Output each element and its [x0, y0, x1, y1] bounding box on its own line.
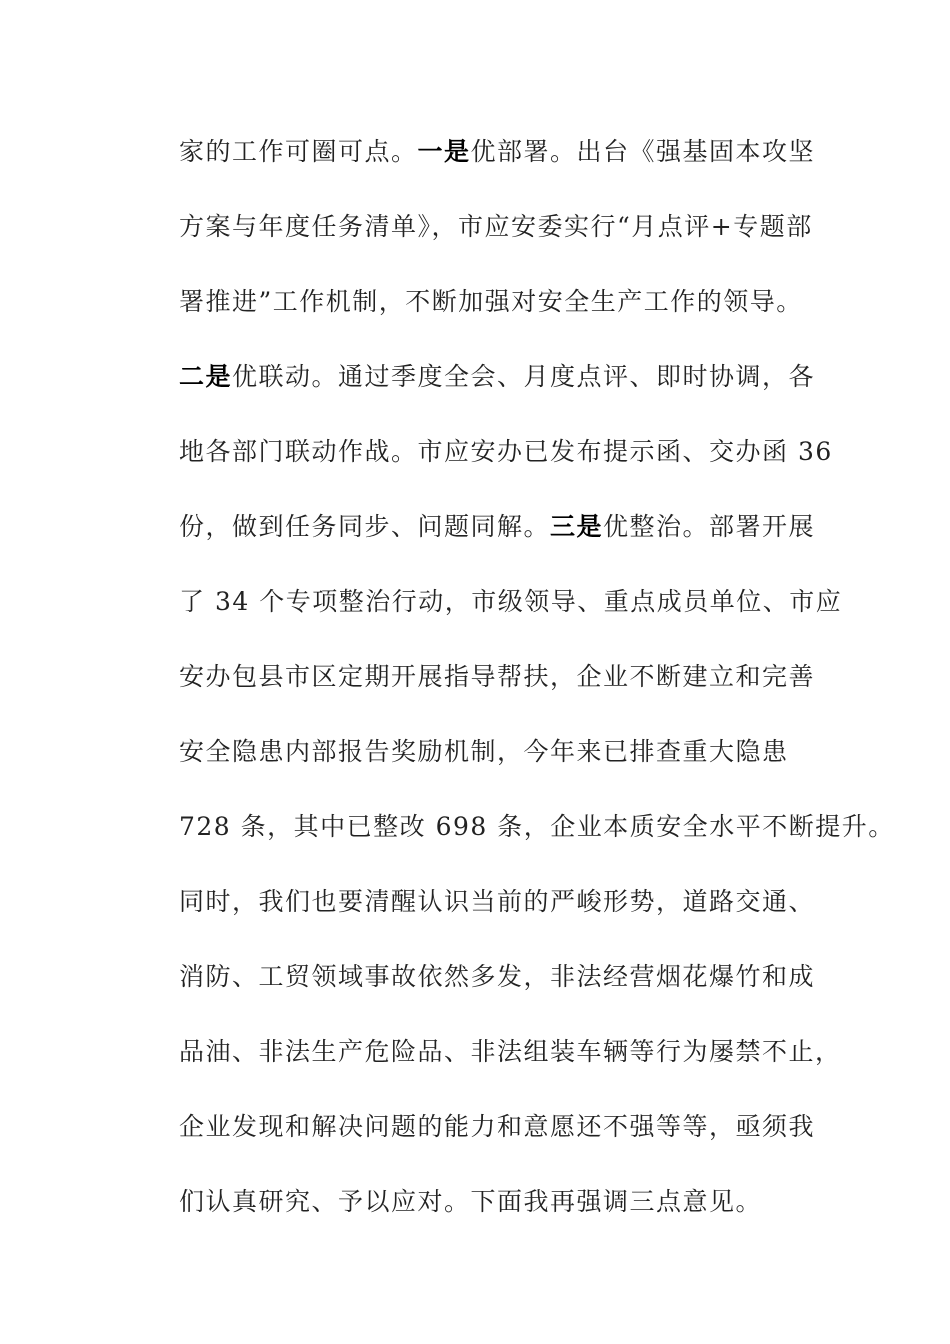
text-segment: 优整治。部署开展	[603, 512, 816, 541]
text-segment: 同时，我们也要清醒认识当前的严峻形势，道路交通、	[179, 887, 816, 916]
text-line	[179, 1179, 839, 1254]
bold-keyword: 一是	[417, 137, 471, 166]
text-segment: 优联动。通过季度全会、月度点评、即时协调，各	[232, 362, 816, 391]
text-segment: 消防、工贸领域事故依然多发，非法经营烟花爆竹和成	[179, 962, 816, 991]
text-segment: 安全隐患内部报告奖励机制，今年来已排查重大隐患	[179, 737, 789, 766]
text-segment: 品油、非法生产危险品、非法组装车辆等行为屡禁不止，	[179, 1037, 842, 1066]
text-line	[179, 429, 839, 504]
text-line	[179, 129, 839, 204]
text-line	[179, 1104, 839, 1179]
text-segment: 家的工作可圈可点。	[179, 137, 418, 166]
text-segment: 方案与年度任务清单》，市应安委实行“月点评+专题部	[179, 212, 813, 241]
body-paragraph	[179, 129, 895, 1254]
text-line	[179, 504, 839, 579]
text-segment: 署推进”工作机制，不断加强对安全生产工作的领导。	[179, 287, 803, 316]
text-line	[179, 279, 839, 354]
text-line	[179, 1029, 842, 1104]
text-line	[179, 879, 839, 954]
text-segment: 安办包县市区定期开展指导帮扶，企业不断建立和完善	[179, 662, 816, 691]
text-line	[179, 729, 839, 804]
text-segment: 份，做到任务同步、问题同解。	[179, 512, 551, 541]
bold-keyword: 二是	[179, 362, 233, 391]
text-line	[179, 654, 839, 729]
text-segment: 地各部门联动作战。市应安办已发布提示函、交办函 36	[179, 437, 833, 466]
text-segment: 728 条，其中已整改 698 条，企业本质安全水平不断提升。	[179, 812, 895, 841]
text-line	[179, 804, 895, 879]
text-segment: 企业发现和解决问题的能力和意愿还不强等等，亟须我	[179, 1112, 816, 1141]
text-segment: 们认真研究、予以应对。下面我再强调三点意见。	[179, 1187, 763, 1216]
text-line	[179, 579, 843, 654]
text-line	[179, 204, 839, 279]
text-segment: 优部署。出台《强基固本攻坚	[470, 137, 816, 166]
text-segment: 了 34 个专项整治行动，市级领导、重点成员单位、市应	[179, 587, 843, 616]
text-line	[179, 954, 839, 1029]
bold-keyword: 三是	[550, 512, 604, 541]
text-line	[179, 354, 839, 429]
